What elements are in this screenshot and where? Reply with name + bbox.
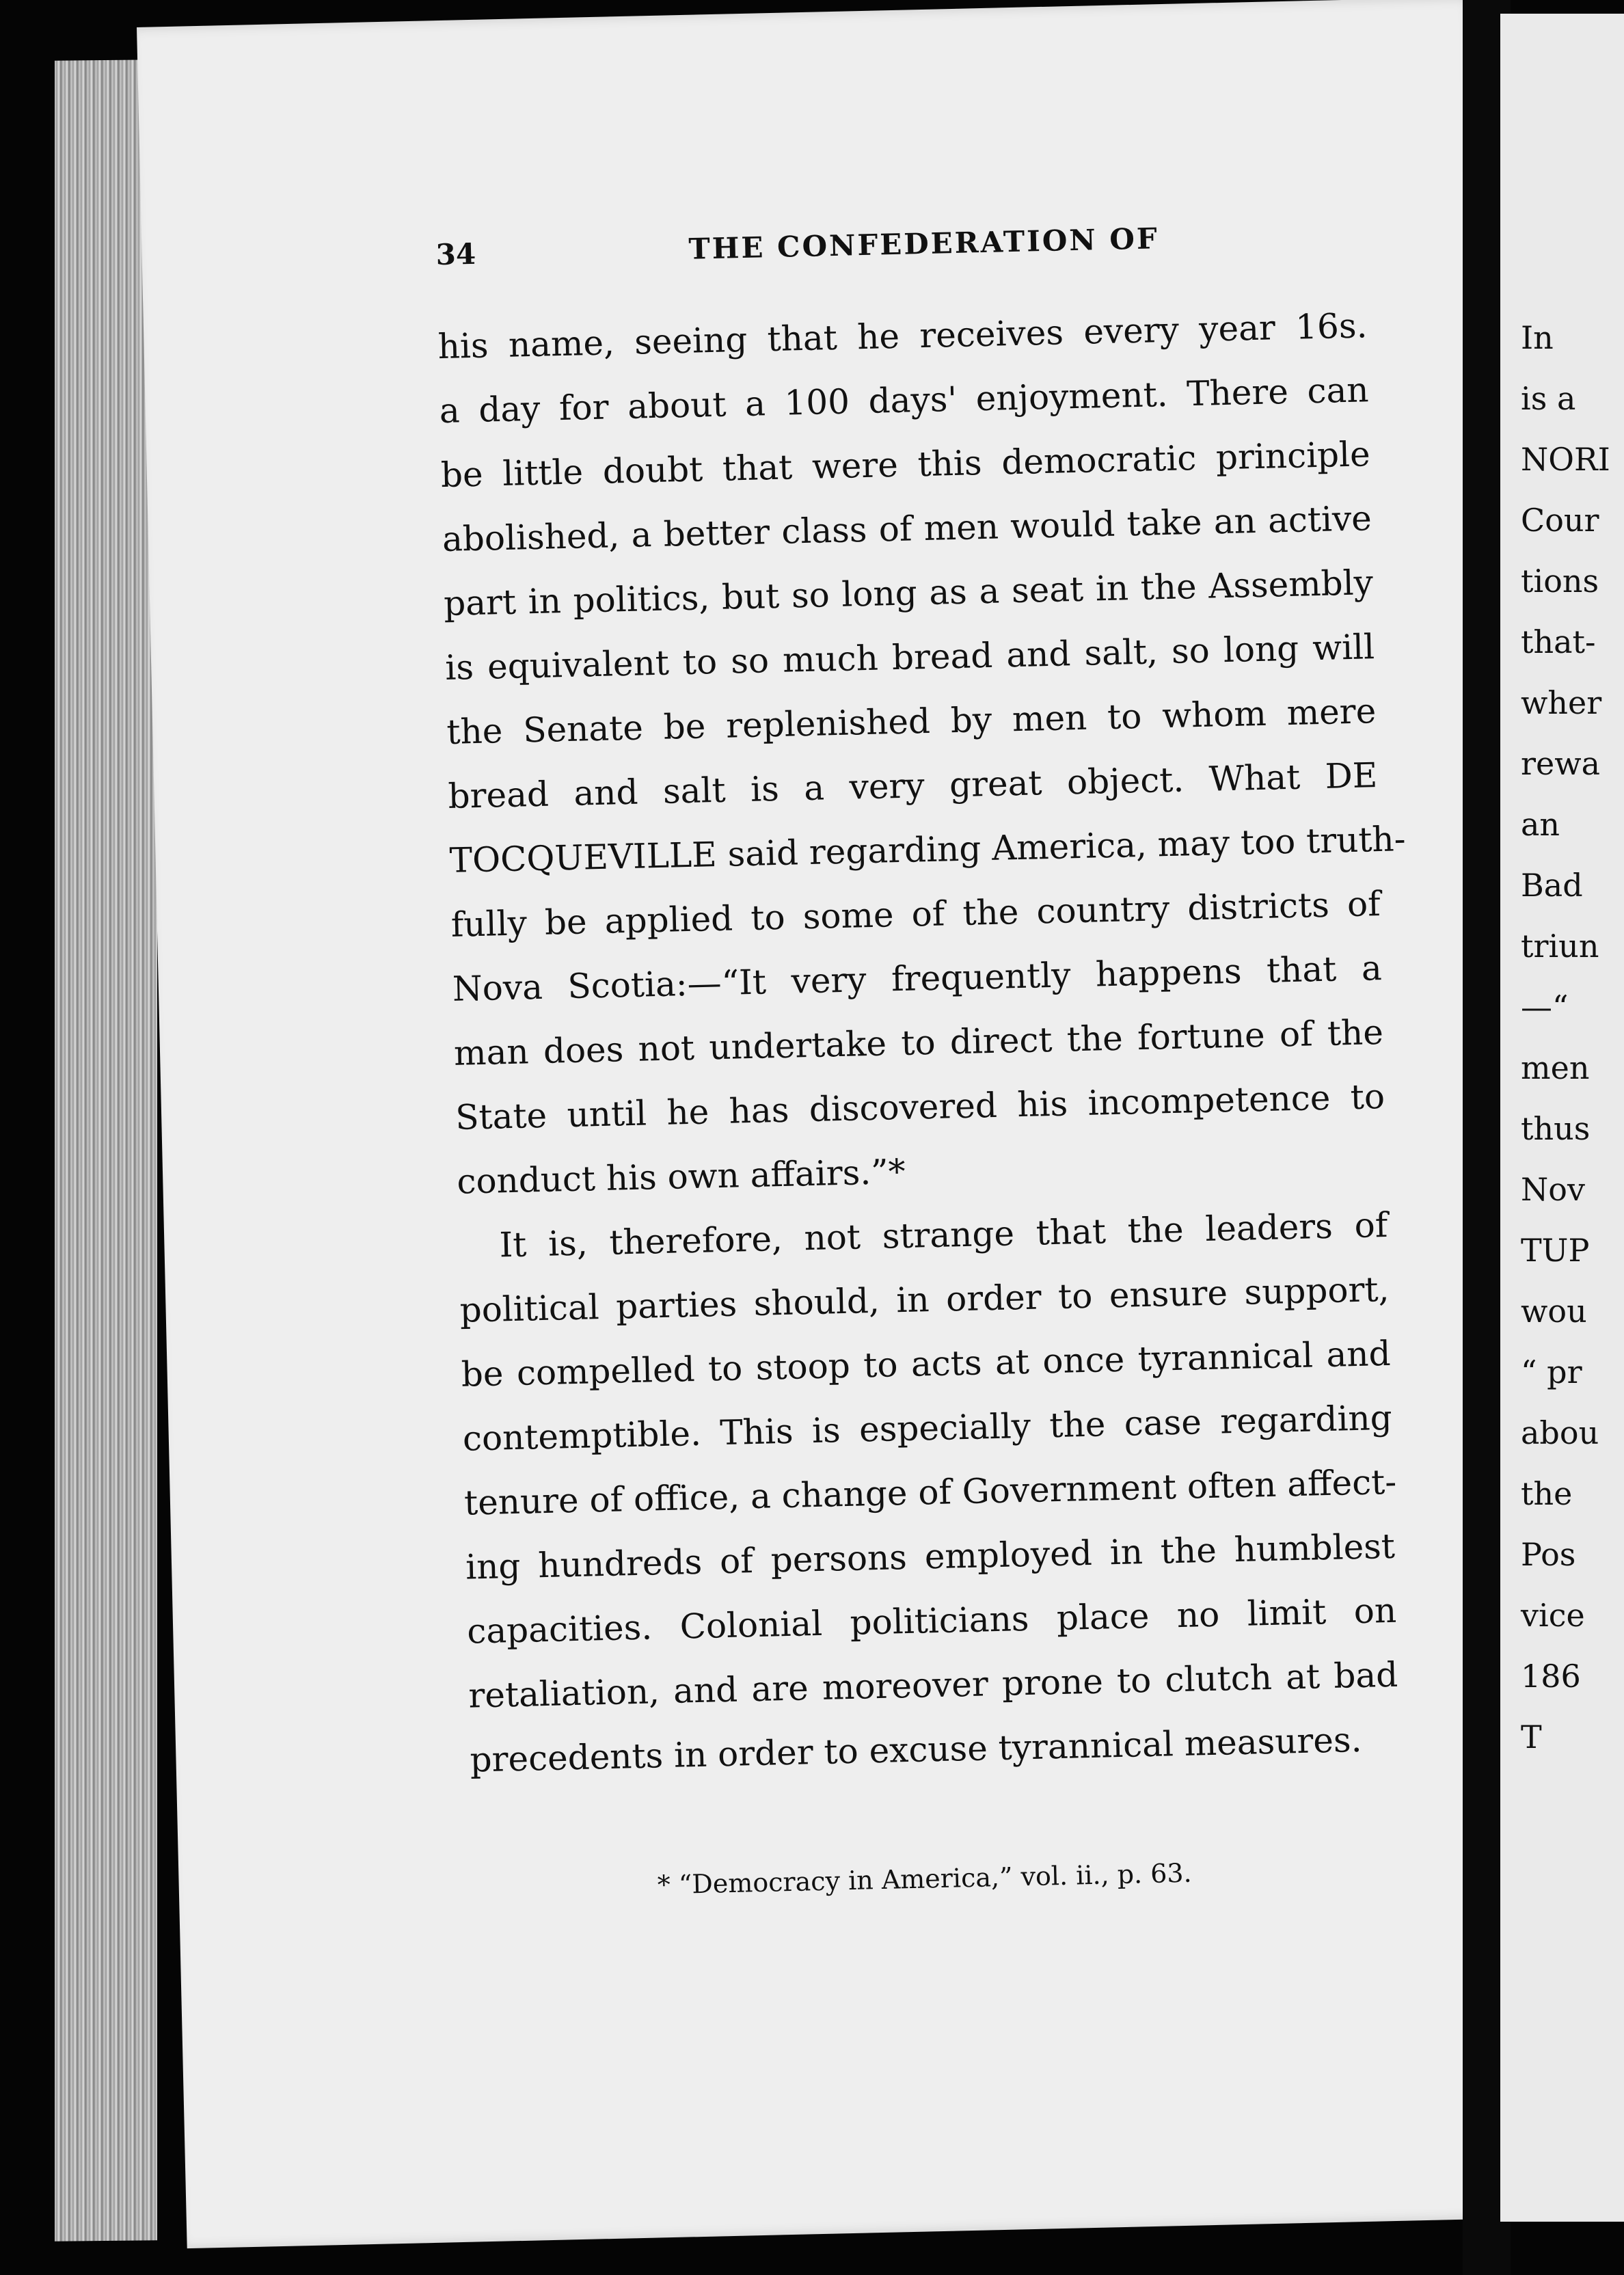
text-line: precedents in order to excuse tyrannical measures. [469, 1719, 1363, 1780]
text-line: TOCQUEVILLE said regarding America, may too truth- [449, 819, 1407, 880]
text-line: capacities. Colonial politicians place no limit on [466, 1590, 1397, 1652]
text-line: be little doubt that were this democratic principle [440, 434, 1371, 496]
book-page-right [1500, 14, 1624, 2222]
book-page-left [137, 0, 1526, 2248]
facing-line-fragment: vice [1521, 1597, 1585, 1634]
page-number: 34 [435, 237, 476, 272]
text-line: part in politics, but so long as a seat in the Assembly [443, 563, 1374, 624]
facing-line-fragment: “ pr [1521, 1354, 1582, 1390]
text-line: State until he has discovered his incompetence to [455, 1076, 1385, 1138]
text-line: retaliation, and are moreover prone to clutch at bad [468, 1654, 1398, 1716]
text-line: It is, therefore, not strange that the leaders of [498, 1204, 1388, 1265]
text-line: ing hundreds of persons employed in the humblest [465, 1526, 1396, 1587]
facing-line-fragment: abou [1521, 1414, 1599, 1451]
text-line: abolished, a better class of men would take an active [442, 498, 1372, 560]
text-line: fully be applied to some of the country districts of [450, 884, 1381, 945]
facing-line-fragment: Nov [1521, 1171, 1585, 1208]
text-line: Nova Scotia:—“It very frequently happens that a [452, 948, 1383, 1009]
facing-line-fragment: triun [1521, 928, 1599, 965]
facing-line-fragment: is a [1521, 380, 1576, 417]
text-line: his name, seeing that he receives every year 16s. [437, 306, 1368, 367]
text-line: is equivalent to so much bread and salt, so long will [444, 627, 1375, 688]
text-line: tenure of office, a change of Government often affect- [463, 1462, 1397, 1523]
facing-line-fragment: Pos [1521, 1536, 1576, 1573]
text-line: be compelled to stoop to acts at once tyrannical and [461, 1333, 1392, 1395]
facing-line-fragment: tions [1521, 563, 1599, 600]
footnote: * “Democracy in America,” vol. ii., p. 63. [657, 1857, 1193, 1900]
facing-line-fragment: the [1521, 1475, 1573, 1512]
text-line: conduct his own affairs.”* [456, 1151, 906, 1202]
facing-line-fragment: Cour [1521, 502, 1599, 539]
text-line: the Senate be replenished by men to whom mere [446, 691, 1377, 752]
page-edges [55, 59, 157, 2242]
running-title: THE CONFEDERATION OF [688, 221, 1160, 266]
text-line: contemptible. This is especially the case regarding [462, 1397, 1393, 1459]
facing-line-fragment: that- [1521, 623, 1596, 660]
facing-line-fragment: an [1521, 806, 1560, 843]
facing-line-fragment: TUP [1521, 1232, 1590, 1269]
facing-line-fragment: 186 [1521, 1658, 1581, 1695]
text-line: a day for about a 100 days' enjoyment. There can [439, 370, 1370, 431]
facing-page-text [1521, 308, 1624, 1768]
text-line: political parties should, in order to ensure support, [459, 1269, 1390, 1330]
body-text [437, 293, 1407, 1792]
facing-line-fragment: Bad [1521, 867, 1583, 904]
facing-line-fragment: NORI [1521, 441, 1610, 478]
facing-line-fragment: wher [1521, 684, 1602, 721]
facing-line-fragment: —“ [1521, 988, 1569, 1025]
text-line: bread and salt is a very great object. What DE [447, 755, 1378, 816]
facing-line-fragment: wou [1521, 1293, 1587, 1330]
facing-line-fragment: In [1521, 319, 1554, 356]
text-line: man does not undertake to direct the fortune of the [453, 1012, 1384, 1073]
facing-line-fragment: thus [1521, 1110, 1591, 1147]
facing-line-fragment: T [1521, 1719, 1542, 1755]
facing-line-fragment: men [1521, 1049, 1590, 1086]
facing-line-fragment: rewa [1521, 745, 1601, 782]
